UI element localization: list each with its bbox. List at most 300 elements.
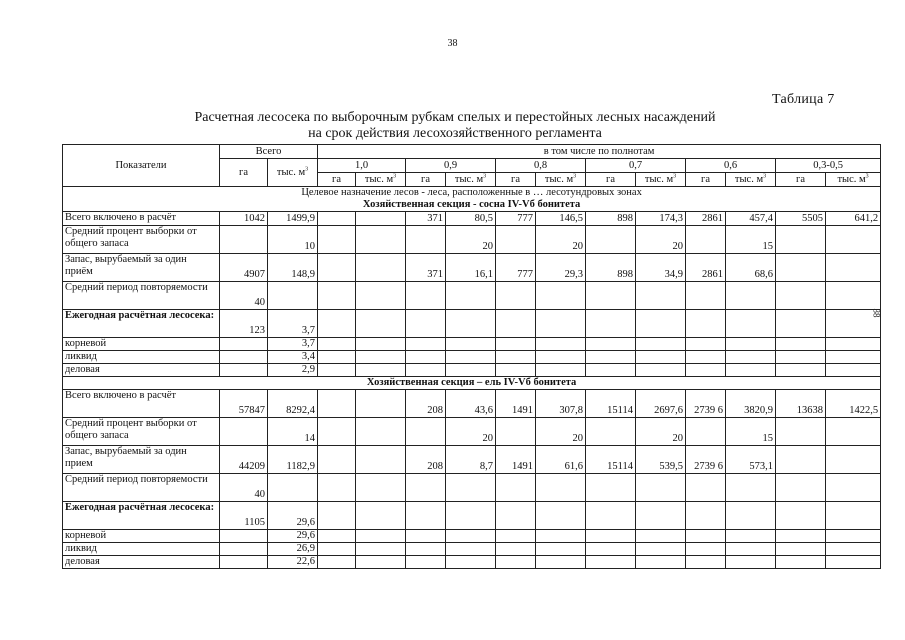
table-cell [776, 226, 826, 254]
table-cell [318, 254, 356, 282]
table-cell [220, 351, 268, 364]
table-cell: 15114 [586, 446, 636, 474]
table-cell: 3820,9 [726, 390, 776, 418]
table-cell [826, 351, 881, 364]
table-cell [406, 282, 446, 310]
table-cell: 208 [406, 446, 446, 474]
table-row [63, 543, 881, 556]
row-label: ликвид [63, 351, 220, 364]
unit-ha-header: га [406, 173, 446, 187]
table-cell [356, 226, 406, 254]
table-cell [826, 543, 881, 556]
table-cell [496, 418, 536, 446]
table-cell: 44209 [220, 446, 268, 474]
table-cell: 68,6 [726, 254, 776, 282]
total-header: Всего [220, 145, 318, 159]
table-cell [318, 310, 356, 338]
table-cell [446, 530, 496, 543]
row-label: Ежегодная расчётная лесосека: [63, 310, 220, 338]
unit-ha-header: га [496, 173, 536, 187]
section-header-row [63, 187, 881, 212]
table-row [63, 282, 881, 310]
table-cell [536, 338, 586, 351]
table-cell [318, 338, 356, 351]
table-cell [826, 474, 881, 502]
table-cell [776, 254, 826, 282]
table-cell [776, 418, 826, 446]
table-cell: 641,2 [826, 212, 881, 226]
row-label: Всего включено в расчёт [63, 390, 220, 418]
table-cell [406, 530, 446, 543]
table-cell [406, 502, 446, 530]
table-cell [826, 418, 881, 446]
table-cell [536, 282, 586, 310]
table-cell [406, 474, 446, 502]
table-cell [446, 474, 496, 502]
table-cell [446, 351, 496, 364]
row-label: Запас, вырубаемый за один прием [63, 446, 220, 474]
table-cell [496, 226, 536, 254]
table-cell [406, 226, 446, 254]
density-0-9-header: 0,9 [406, 159, 496, 173]
table-cell: 2861 [686, 212, 726, 226]
table-cell: 4907 [220, 254, 268, 282]
table-cell [586, 310, 636, 338]
table-cell [356, 446, 406, 474]
table-cell [318, 390, 356, 418]
table-cell [686, 556, 726, 569]
table-label: Таблица 7 [772, 92, 835, 107]
table-cell: 1042 [220, 212, 268, 226]
table-cell: 26,9 [268, 543, 318, 556]
table-cell [496, 351, 536, 364]
table-cell [586, 338, 636, 351]
side-page-number: 38 [871, 308, 882, 318]
row-label: корневой [63, 338, 220, 351]
table-cell: 8,7 [446, 446, 496, 474]
table-cell [356, 530, 406, 543]
table-row [63, 254, 881, 282]
table-row [63, 226, 881, 254]
table-cell [826, 338, 881, 351]
table-cell: 20 [636, 226, 686, 254]
table-cell [356, 212, 406, 226]
table-row [63, 390, 881, 418]
table-cell: 80,5 [446, 212, 496, 226]
unit-m3-header: тыс. $м^3$ [826, 173, 881, 187]
table-cell [536, 556, 586, 569]
table-cell [586, 530, 636, 543]
table-cell [318, 502, 356, 530]
table-row [63, 446, 881, 474]
table-cell [318, 556, 356, 569]
table-cell [356, 474, 406, 502]
table-cell [446, 338, 496, 351]
table-cell: 8292,4 [268, 390, 318, 418]
table-cell: 34,9 [636, 254, 686, 282]
table-cell [586, 474, 636, 502]
density-0-6-header: 0,6 [686, 159, 776, 173]
density-1-0-header: 1,0 [318, 159, 406, 173]
table-cell [776, 338, 826, 351]
table-cell: 457,4 [726, 212, 776, 226]
table-cell [406, 418, 446, 446]
table-cell [356, 543, 406, 556]
density-0-3-0-5-header: 0,3-0,5 [776, 159, 881, 173]
table-cell: 40 [220, 282, 268, 310]
table-cell [776, 502, 826, 530]
table-cell [356, 502, 406, 530]
table-cell: 1182,9 [268, 446, 318, 474]
table-cell [636, 502, 686, 530]
total-ha-header: га [220, 159, 268, 187]
table-cell [356, 390, 406, 418]
table-cell: 1491 [496, 446, 536, 474]
table-cell [636, 364, 686, 377]
section-title: Хозяйственная секция – ель IV-Vб бонитета [63, 377, 881, 390]
table-cell [726, 556, 776, 569]
table-cell [726, 530, 776, 543]
table-cell [356, 282, 406, 310]
table-cell: 10 [268, 226, 318, 254]
table-cell [446, 543, 496, 556]
table-cell: 29,6 [268, 502, 318, 530]
table-cell [636, 338, 686, 351]
table-cell [406, 338, 446, 351]
table-cell [586, 282, 636, 310]
table-row [63, 364, 881, 377]
table-cell [776, 364, 826, 377]
table-cell [826, 556, 881, 569]
row-label: Средний период повторяемости [63, 282, 220, 310]
table-cell [726, 474, 776, 502]
table-cell [686, 502, 726, 530]
table-cell: 20 [446, 226, 496, 254]
table-cell [686, 364, 726, 377]
table-cell: 43,6 [446, 390, 496, 418]
table-cell [406, 310, 446, 338]
unit-m3-header: тыс. $м^3$ [726, 173, 776, 187]
table-cell [826, 530, 881, 543]
table-row [63, 418, 881, 446]
table-cell [826, 364, 881, 377]
table-row [63, 474, 881, 502]
table-cell [220, 338, 268, 351]
table-cell [776, 282, 826, 310]
by-density-header: в том числе по полнотам [318, 145, 881, 159]
table-cell [318, 474, 356, 502]
unit-text: тыс. м [276, 166, 306, 178]
table-cell: 146,5 [536, 212, 586, 226]
table-cell [636, 310, 686, 338]
table-cell: 20 [636, 418, 686, 446]
table-cell [686, 351, 726, 364]
table-cell [318, 364, 356, 377]
table-cell: 123 [220, 310, 268, 338]
table-cell [496, 530, 536, 543]
table-cell [220, 364, 268, 377]
unit-m3-header: тыс. $м^3$ [356, 173, 406, 187]
table-cell [536, 502, 586, 530]
table-cell [686, 282, 726, 310]
section-header-row [63, 377, 881, 390]
table-row [63, 502, 881, 530]
table-body [63, 145, 881, 569]
table-cell: 20 [536, 226, 586, 254]
table-cell: 22,6 [268, 556, 318, 569]
table-cell [318, 282, 356, 310]
table-cell: 29,3 [536, 254, 586, 282]
table-cell: 371 [406, 254, 446, 282]
table-cell: 208 [406, 390, 446, 418]
table-cell [686, 310, 726, 338]
table-cell: 20 [536, 418, 586, 446]
table-cell [586, 556, 636, 569]
table-cell: 898 [586, 212, 636, 226]
table-cell [776, 474, 826, 502]
table-cell: 3,7 [268, 310, 318, 338]
row-label: Средний период повторяемости [63, 474, 220, 502]
table-cell [496, 502, 536, 530]
title-line-2: на срок действия лесохозяйственного регламента [308, 126, 602, 141]
density-0-7-header: 0,7 [586, 159, 686, 173]
page-number: 38 [447, 38, 458, 49]
table-cell [636, 530, 686, 543]
table-cell [536, 530, 586, 543]
table-cell [318, 543, 356, 556]
table-cell [446, 556, 496, 569]
table-cell [318, 446, 356, 474]
table-cell [356, 556, 406, 569]
table-cell: 5505 [776, 212, 826, 226]
table-cell [446, 310, 496, 338]
table-cell: 3,4 [268, 351, 318, 364]
table-cell: 15114 [586, 390, 636, 418]
unit-ha-header: га [686, 173, 726, 187]
table-cell [726, 543, 776, 556]
table-row [63, 351, 881, 364]
table-row [63, 530, 881, 543]
table-cell: 1491 [496, 390, 536, 418]
table-cell [446, 364, 496, 377]
table-cell [726, 502, 776, 530]
table-cell: 13638 [776, 390, 826, 418]
row-label: Средний процент выборки от общего запаса [63, 226, 220, 254]
table-cell: 1422,5 [826, 390, 881, 418]
table-cell [496, 282, 536, 310]
row-label: ликвид [63, 543, 220, 556]
table-cell: 148,9 [268, 254, 318, 282]
table-cell [536, 351, 586, 364]
unit-ha-header: га [776, 173, 826, 187]
table-cell: 2739 6 [686, 446, 726, 474]
unit-text: тыс. м [544, 173, 574, 185]
table-cell [406, 364, 446, 377]
row-label: Запас, вырубаемый за один приём [63, 254, 220, 282]
table-cell [826, 254, 881, 282]
table-cell [726, 338, 776, 351]
header-row-1 [63, 145, 881, 159]
table-cell: 1499,9 [268, 212, 318, 226]
table-cell [826, 310, 881, 338]
table-cell [496, 364, 536, 377]
unit-ha-header: га [318, 173, 356, 187]
table-cell: 61,6 [536, 446, 586, 474]
table-cell [726, 310, 776, 338]
table-cell [776, 310, 826, 338]
table-cell [726, 364, 776, 377]
table-cell [826, 446, 881, 474]
table-cell [356, 310, 406, 338]
total-m3-header: тыс. $м^3$ [268, 159, 318, 187]
table-cell [318, 418, 356, 446]
table-cell [686, 418, 726, 446]
table-cell [686, 474, 726, 502]
table-cell [406, 543, 446, 556]
table-cell: 14 [268, 418, 318, 446]
title-line-1: Расчетная лесосека по выборочным рубкам спелых и перестойных лесных насаждений [194, 110, 716, 125]
table-cell [686, 530, 726, 543]
unit-text: тыс. м [734, 173, 764, 185]
table-cell: 15 [726, 226, 776, 254]
table-cell: 573,1 [726, 446, 776, 474]
table-cell [220, 418, 268, 446]
table-cell: 307,8 [536, 390, 586, 418]
section-title: Хозяйственная секция - сосна IV-Vб бонитета [362, 199, 581, 210]
table-cell: 777 [496, 254, 536, 282]
table-cell [220, 556, 268, 569]
table-cell: 57847 [220, 390, 268, 418]
table-cell [406, 556, 446, 569]
table-cell [220, 543, 268, 556]
table-cell [826, 282, 881, 310]
indicators-header: Показатели [63, 145, 220, 187]
table-cell: 777 [496, 212, 536, 226]
table-cell [726, 282, 776, 310]
table-cell: 174,3 [636, 212, 686, 226]
table-cell [636, 543, 686, 556]
table-cell [636, 282, 686, 310]
table-row [63, 556, 881, 569]
table-cell [496, 556, 536, 569]
unit-text: тыс. м [837, 173, 866, 185]
unit-text: тыс. м [364, 173, 394, 185]
table-cell [496, 474, 536, 502]
table-cell: 2697,6 [636, 390, 686, 418]
table-cell [536, 310, 586, 338]
table-cell [318, 226, 356, 254]
table-cell [268, 474, 318, 502]
row-label: корневой [63, 530, 220, 543]
table-cell: 539,5 [636, 446, 686, 474]
unit-text: тыс. м [454, 173, 484, 185]
table-cell [318, 530, 356, 543]
table-cell [636, 474, 686, 502]
table-cell [776, 446, 826, 474]
row-label: Всего включено в расчёт [63, 212, 220, 226]
table-row [63, 310, 881, 338]
table-row [63, 212, 881, 226]
table-cell [726, 351, 776, 364]
table-cell [318, 212, 356, 226]
unit-m3-header: тыс. $м^3$ [446, 173, 496, 187]
table-cell: 2739 6 [686, 390, 726, 418]
table-cell [496, 543, 536, 556]
table-cell [220, 530, 268, 543]
table-cell [496, 310, 536, 338]
table-cell [318, 351, 356, 364]
table-cell [356, 418, 406, 446]
table-cell [586, 364, 636, 377]
table-cell: 371 [406, 212, 446, 226]
table-cell [826, 226, 881, 254]
row-label: Средний процент выборки от общего запаса [63, 418, 220, 446]
table-cell [220, 226, 268, 254]
table-cell [356, 364, 406, 377]
table-cell [356, 254, 406, 282]
table-cell [586, 502, 636, 530]
table-cell: 898 [586, 254, 636, 282]
table-cell [686, 338, 726, 351]
table-cell [776, 351, 826, 364]
table-cell [406, 351, 446, 364]
table-cell [268, 282, 318, 310]
table-cell [586, 351, 636, 364]
table-cell: 16,1 [446, 254, 496, 282]
table-cell [536, 543, 586, 556]
section-header [63, 187, 881, 212]
table-row [63, 338, 881, 351]
table-cell [636, 556, 686, 569]
table-cell: 1105 [220, 502, 268, 530]
table-cell: 29,6 [268, 530, 318, 543]
table-cell [446, 282, 496, 310]
table-cell: 2861 [686, 254, 726, 282]
row-label: деловая [63, 556, 220, 569]
table-cell [356, 338, 406, 351]
table-cell [356, 351, 406, 364]
unit-m3-header: тыс. $м^3$ [536, 173, 586, 187]
row-label: Ежегодная расчётная лесосека: [63, 502, 220, 530]
density-0-8-header: 0,8 [496, 159, 586, 173]
table-cell [776, 543, 826, 556]
table-cell [446, 502, 496, 530]
table-cell [586, 418, 636, 446]
table-cell: 15 [726, 418, 776, 446]
table-cell [636, 351, 686, 364]
table-cell [686, 543, 726, 556]
table-cell [536, 364, 586, 377]
table-cell [586, 226, 636, 254]
unit-ha-header: га [586, 173, 636, 187]
table-cell [686, 226, 726, 254]
table-cell [776, 556, 826, 569]
table-cell: 2,9 [268, 364, 318, 377]
table-cell [826, 502, 881, 530]
purpose-text: Целевое назначение лесов - леса, расположенные в … лесотундровых зонах [301, 187, 642, 198]
table-cell: 3,7 [268, 338, 318, 351]
document-title [120, 110, 790, 142]
unit-text: тыс. м [644, 173, 674, 185]
table-cell: 40 [220, 474, 268, 502]
forest-cutting-table [62, 144, 881, 569]
table-cell [776, 530, 826, 543]
table-cell [496, 338, 536, 351]
row-label: деловая [63, 364, 220, 377]
unit-m3-header: тыс. $м^3$ [636, 173, 686, 187]
table-cell [536, 474, 586, 502]
table-cell: 20 [446, 418, 496, 446]
